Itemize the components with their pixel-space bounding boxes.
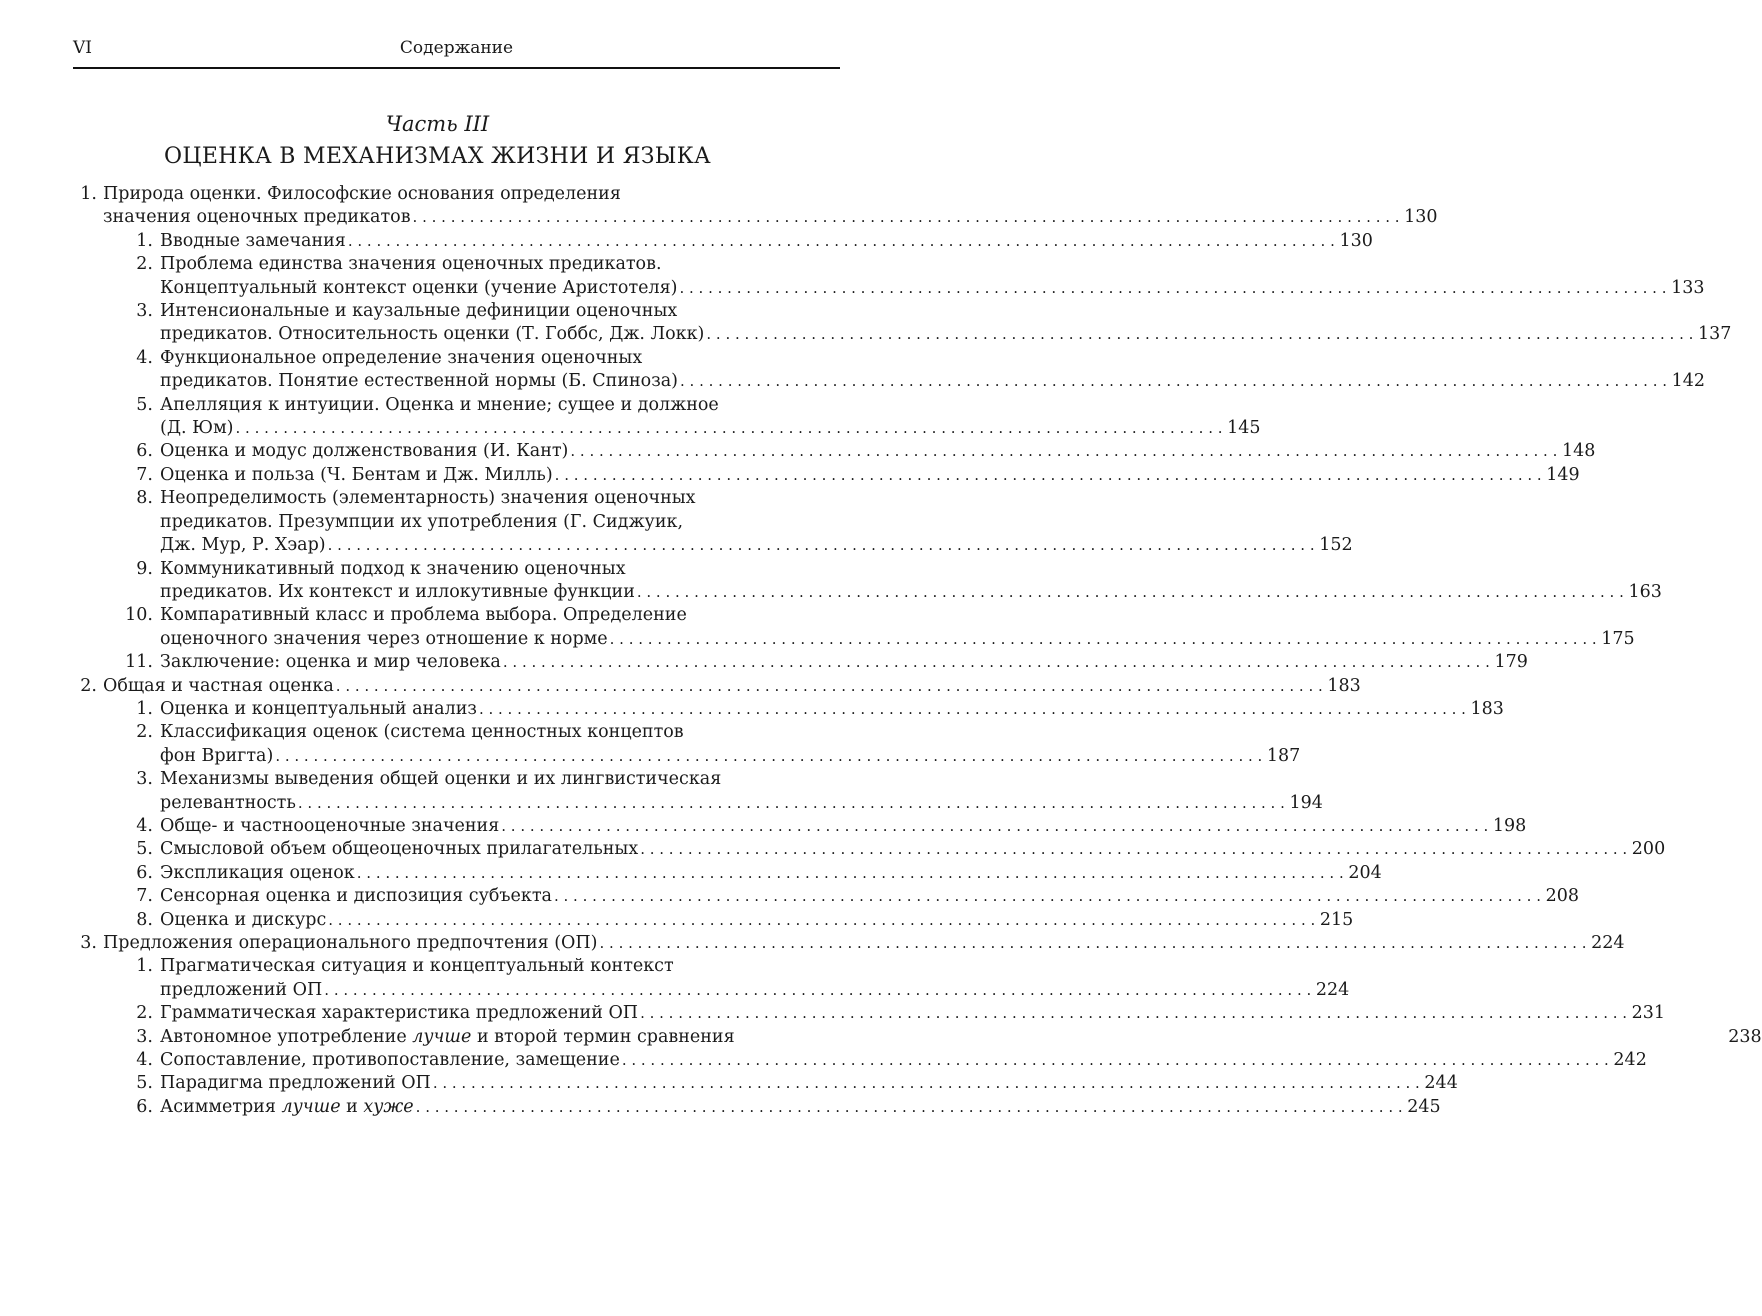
toc-page-number: 137 bbox=[1697, 324, 1732, 345]
toc-entry-title-line: Асимметрия лучше и хуже bbox=[160, 1096, 414, 1117]
dot-leader bbox=[275, 745, 1262, 768]
toc-entry-number: 2. bbox=[80, 675, 97, 696]
toc-section-entry[interactable] bbox=[75, 1049, 1647, 1072]
toc-page-number: 148 bbox=[1561, 441, 1596, 462]
toc-entry-number: 2. bbox=[136, 1003, 153, 1024]
toc-entry-title-line: Интенсиональные и каузальные дефиниции оценочных bbox=[160, 301, 678, 322]
toc-entry-title-line: Оценка и польза (Ч. Бентам и Дж. Милль) bbox=[160, 464, 553, 485]
toc-entry-title-line: Оценка и концептуальный анализ bbox=[160, 698, 477, 719]
toc-page-number: 149 bbox=[1546, 464, 1580, 485]
toc-page-number: 204 bbox=[1348, 862, 1382, 883]
toc-page-number: 245 bbox=[1407, 1096, 1441, 1117]
toc-entry-number: 3. bbox=[136, 301, 153, 322]
toc-entry-number: 2. bbox=[136, 722, 153, 743]
toc-entry-number: 5. bbox=[136, 394, 153, 415]
toc-section-entry[interactable] bbox=[75, 651, 1528, 674]
dot-leader bbox=[622, 1049, 1609, 1072]
toc-entry-number: 4. bbox=[136, 347, 153, 368]
toc-entry-title-line: Оценка и дискурс bbox=[160, 909, 327, 930]
dot-leader bbox=[640, 1002, 1627, 1025]
toc-entry-title-line: Неопределимость (элементарность) значения оценочных bbox=[160, 488, 696, 509]
toc-section-entry[interactable] bbox=[75, 347, 1706, 394]
toc-entry-number: 6. bbox=[136, 441, 153, 462]
toc-entry-title-line: Проблема единства значения оценочных предикатов. bbox=[160, 254, 662, 275]
toc-entry-number: 5. bbox=[136, 839, 153, 860]
toc-chapter-entry[interactable] bbox=[75, 932, 1625, 955]
toc-section-entry[interactable] bbox=[75, 1026, 1762, 1049]
toc-entry-title-line: Классификация оценок (система ценностных концептов bbox=[160, 722, 684, 743]
toc-section-entry[interactable] bbox=[75, 440, 1596, 463]
dot-leader bbox=[298, 792, 1285, 815]
toc-page-number: 183 bbox=[1470, 698, 1504, 719]
toc-entry-number: 7. bbox=[136, 464, 153, 485]
toc-page-number: 183 bbox=[1327, 675, 1361, 696]
toc-page-number: 200 bbox=[1631, 839, 1666, 860]
toc-entry-number: 3. bbox=[80, 933, 97, 953]
running-head bbox=[73, 38, 840, 66]
toc-section-entry[interactable] bbox=[75, 885, 1579, 908]
toc-entry-title-line: предикатов. Презумпции их употребления (Г. Сиджуик, bbox=[160, 511, 684, 532]
toc-entry-number: 3. bbox=[136, 1026, 153, 1047]
toc-entry-title-line: Грамматическая характеристика предложений ОП bbox=[160, 1003, 639, 1024]
dot-leader bbox=[706, 323, 1693, 346]
toc-entry-number: 3. bbox=[136, 769, 153, 790]
toc-page-number: 142 bbox=[1671, 371, 1706, 392]
toc-entry-number: 4. bbox=[136, 815, 153, 836]
toc-section-entry[interactable] bbox=[75, 1072, 1458, 1095]
dot-leader bbox=[503, 651, 1490, 674]
toc-section-entry[interactable] bbox=[75, 698, 1504, 721]
toc-page-number: 187 bbox=[1266, 745, 1301, 766]
toc-entry-title-line: предикатов. Их контекст и иллокутивные функции bbox=[160, 581, 635, 602]
toc-entry-number: 1. bbox=[136, 698, 153, 719]
dot-leader bbox=[416, 1096, 1403, 1119]
toc-section-entry[interactable] bbox=[75, 604, 1635, 651]
toc-page-number: 152 bbox=[1319, 535, 1353, 556]
toc-section-entry[interactable] bbox=[75, 862, 1382, 885]
toc-section-entry[interactable] bbox=[75, 955, 1350, 1002]
toc-chapter-entry[interactable] bbox=[75, 675, 1361, 698]
dot-leader bbox=[680, 370, 1667, 393]
toc-page-number: 238 bbox=[1728, 1026, 1762, 1047]
toc-entry-number: 10. bbox=[125, 605, 153, 626]
toc-entry-title-line: Дж. Мур, Р. Хэар) bbox=[160, 535, 326, 556]
toc-entry-title-line: предикатов. Относительность оценки (Т. Гоббс, Дж. Локк) bbox=[160, 324, 705, 345]
toc-entry-title-line: значения оценочных предикатов bbox=[103, 207, 411, 228]
dot-leader bbox=[570, 440, 1557, 463]
dot-leader bbox=[348, 230, 1335, 253]
toc-section-entry[interactable] bbox=[75, 230, 1373, 253]
toc-entry-number: 1. bbox=[136, 956, 153, 977]
toc-entry-title-line: Механизмы выведения общей оценки и их лингвистическая bbox=[160, 769, 722, 790]
toc-page-number: 242 bbox=[1613, 1050, 1647, 1071]
toc-entry-number: 4. bbox=[136, 1050, 153, 1071]
toc-entry-number: 9. bbox=[136, 558, 153, 579]
dot-leader bbox=[236, 417, 1223, 440]
toc-entry-number: 11. bbox=[125, 652, 153, 673]
toc-entry-title-line: предложений ОП bbox=[160, 979, 323, 1000]
toc-page-number: 215 bbox=[1319, 909, 1354, 930]
toc-entry-title-line: Концептуальный контекст оценки (учение Аристотеля) bbox=[160, 277, 678, 298]
dot-leader bbox=[501, 815, 1488, 838]
toc-entry-number: 1. bbox=[136, 230, 153, 251]
toc-section-entry[interactable] bbox=[75, 815, 1527, 838]
toc-section-entry[interactable] bbox=[75, 300, 1732, 347]
toc-entry-title-line: Оценка и модус долженствования (И. Кант) bbox=[160, 441, 569, 462]
dot-leader bbox=[324, 979, 1311, 1002]
dot-leader bbox=[357, 862, 1344, 885]
toc-page-number: 145 bbox=[1227, 418, 1261, 439]
toc-page-number: 198 bbox=[1492, 815, 1527, 836]
page-folio: VI bbox=[73, 38, 92, 58]
toc-chapter-entry[interactable] bbox=[75, 183, 1438, 230]
dot-leader bbox=[610, 628, 1597, 651]
toc-entry-title-line: (Д. Юм) bbox=[160, 418, 234, 439]
toc-section-entry[interactable] bbox=[75, 558, 1662, 605]
toc-entry-number: 8. bbox=[136, 488, 153, 509]
toc-entry-title-line: Функциональное определение значения оценочных bbox=[160, 347, 643, 368]
toc-entry-title-line: Сопоставление, противопоставление, замещение bbox=[160, 1050, 620, 1071]
toc-entry-title-line: предикатов. Понятие естественной нормы (Б. Спиноза) bbox=[160, 371, 679, 392]
toc-section-entry[interactable] bbox=[75, 838, 1666, 861]
toc-entry-title-line: Обще- и частнооценочные значения bbox=[160, 815, 500, 836]
toc-page-number: 130 bbox=[1404, 207, 1438, 228]
toc-entry-title-line: Предложения операционального предпочтения (ОП) bbox=[103, 933, 598, 953]
toc-entry-number: 5. bbox=[136, 1073, 153, 1094]
toc-entry-number: 1. bbox=[80, 184, 97, 204]
toc-section-entry[interactable] bbox=[75, 768, 1323, 815]
dot-leader bbox=[555, 464, 1542, 487]
toc-entry-title-line: релевантность bbox=[160, 792, 296, 813]
toc-page-number: 244 bbox=[1424, 1073, 1458, 1094]
toc-section-entry[interactable] bbox=[75, 1096, 1441, 1119]
toc-entry-title-line: Автономное употребление лучше и второй термин сравнения bbox=[160, 1026, 735, 1047]
toc-entry-title-line: Парадигма предложений ОП bbox=[160, 1073, 431, 1094]
dot-leader bbox=[600, 932, 1587, 955]
toc-entry-title-line: Природа оценки. Философские основания определения bbox=[103, 184, 621, 204]
table-of-contents bbox=[75, 183, 1762, 1119]
dot-leader bbox=[640, 838, 1627, 861]
toc-page-number: 133 bbox=[1671, 277, 1705, 298]
toc-page-number: 179 bbox=[1494, 652, 1528, 673]
toc-entry-title-line: Коммуникативный подход к значению оценочных bbox=[160, 558, 626, 579]
toc-entry-number: 6. bbox=[136, 862, 153, 883]
toc-entry-title-line: фон Вригта) bbox=[160, 745, 274, 766]
toc-entry-title-line: Вводные замечания bbox=[160, 230, 346, 251]
dot-leader bbox=[328, 909, 1315, 932]
toc-entry-title-line: Апелляция к интуиции. Оценка и мнение; сущее и должное bbox=[160, 394, 719, 415]
toc-page-number: 130 bbox=[1339, 230, 1373, 251]
toc-section-entry[interactable] bbox=[75, 909, 1354, 932]
toc-entry-title-line: Компаративный класс и проблема выбора. Определение bbox=[160, 605, 687, 626]
dot-leader bbox=[433, 1072, 1420, 1095]
toc-page-number: 163 bbox=[1628, 581, 1662, 602]
part-title: ОЦЕНКА В МЕХАНИЗМАХ ЖИЗНИ И ЯЗЫКА bbox=[164, 144, 711, 169]
running-title: Содержание bbox=[399, 38, 514, 58]
toc-page-number: 224 bbox=[1591, 933, 1625, 953]
toc-entry-title-line: Сенсорная оценка и диспозиция субъекта bbox=[160, 886, 552, 907]
toc-entry-title-line: Заключение: оценка и мир человека bbox=[160, 652, 501, 673]
toc-entry-number: 2. bbox=[136, 254, 153, 275]
toc-entry-title-line: Смысловой объем общеоценочных прилагательных bbox=[160, 839, 639, 860]
toc-section-entry[interactable] bbox=[75, 253, 1705, 300]
toc-entry-title-line: Экспликация оценок bbox=[160, 862, 355, 883]
toc-entry-number: 7. bbox=[136, 886, 153, 907]
toc-entry-number: 8. bbox=[136, 909, 153, 930]
dot-leader bbox=[336, 675, 1323, 698]
toc-page-number: 231 bbox=[1631, 1003, 1666, 1024]
toc-page-number: 194 bbox=[1289, 792, 1323, 813]
toc-section-entry[interactable] bbox=[75, 721, 1301, 768]
toc-section-entry[interactable] bbox=[75, 487, 1353, 557]
toc-section-entry[interactable] bbox=[75, 394, 1261, 441]
toc-entry-title-line: Прагматическая ситуация и концептуальный контекст bbox=[160, 956, 674, 977]
dot-leader bbox=[554, 885, 1541, 908]
toc-section-entry[interactable] bbox=[75, 1002, 1666, 1025]
dot-leader bbox=[479, 698, 1466, 721]
toc-entry-title-line: оценочного значения через отношение к норме bbox=[160, 628, 608, 649]
toc-page-number: 175 bbox=[1601, 628, 1635, 649]
toc-entry-number: 6. bbox=[136, 1096, 153, 1117]
dot-leader bbox=[413, 206, 1400, 229]
dot-leader bbox=[637, 581, 1624, 604]
header-rule bbox=[73, 67, 840, 69]
toc-entry-title-line: Общая и частная оценка bbox=[103, 675, 334, 696]
dot-leader bbox=[679, 277, 1666, 300]
toc-section-entry[interactable] bbox=[75, 464, 1580, 487]
part-label: Часть III bbox=[385, 112, 490, 136]
toc-page-number: 208 bbox=[1545, 886, 1579, 907]
dot-leader bbox=[328, 534, 1315, 557]
toc-page-number: 224 bbox=[1315, 979, 1350, 1000]
